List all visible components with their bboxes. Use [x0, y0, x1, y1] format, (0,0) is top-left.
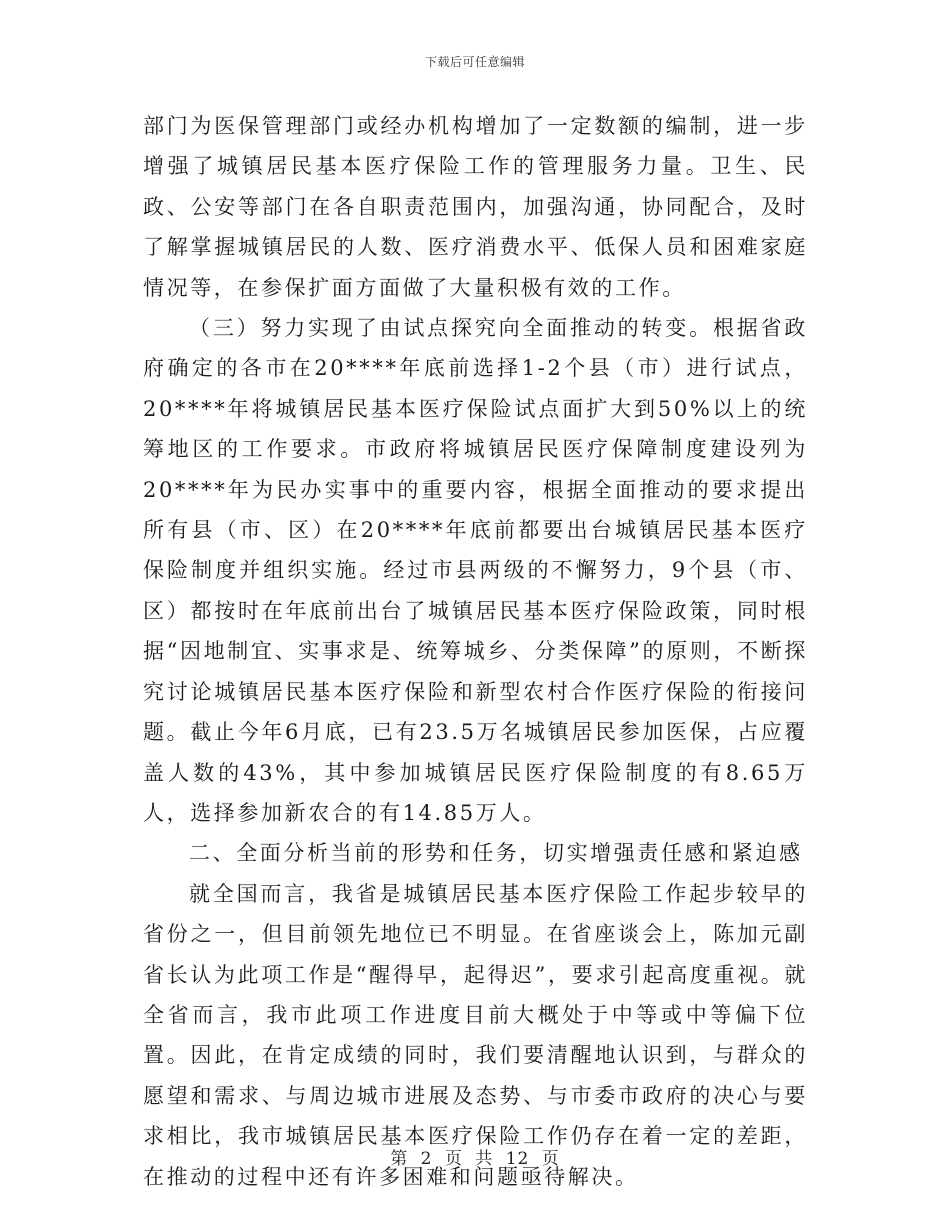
- footer-page-number: 2: [420, 1149, 433, 1169]
- paragraph-analysis: 就全国而言，我省是城镇居民基本医疗保险工作起步较早的省份之一，但目前领先地位已不明显。在省座谈会上，陈加元副省长认为此项工作是“醒得早，起得迟”，要求引起高度重视。就全省而言，我市此项工作进度目前大概处于中等或中等偏下位置。因此，在肯定成绩的同时，我们要清醒地认识到，与群众的愿望和需求、与周边城市进展及态势、与市委市政府的决心与要求相比，我市城镇居民基本医疗保险工作仍存在着一定的差距，在推动的过程中还有许多困难和问题亟待解决。: [143, 881, 808, 1189]
- footer-total-label: 共: [475, 1149, 494, 1169]
- paragraph-continuation: 部门为医保管理部门或经办机构增加了一定数额的编制，进一步增强了城镇居民基本医疗保险工作的管理服务力量。卫生、民政、公安等部门在各自职责范围内，加强沟通，协同配合，及时了解掌握城镇居民的人数、医疗消费水平、低保人员和困难家庭情况等，在参保扩面方面做了大量积极有效的工作。: [143, 114, 808, 300]
- footer-prefix: 第: [390, 1149, 409, 1169]
- section-heading-two: 二、全面分析当前的形势和任务，切实增强责任感和紧迫感: [189, 841, 803, 866]
- document-body: [143, 106, 808, 1197]
- page-footer: [0, 1144, 950, 1169]
- footer-page-label: 页: [444, 1149, 463, 1169]
- page-header-note: 下载后可任意编辑: [424, 55, 525, 69]
- paragraph-section-three: （三）努力实现了由试点探究向全面推动的转变。根据省政府确定的各市在20****年底前选择1-2个县（市）进行试点，20****年将城镇居民基本医疗保险试点面扩大到50%以上的统筹地区的工作要求。市政府将城镇居民医疗保障制度建设列为20****年为民办实事中的重要内容，根据全面推动的要求提出所有县（市、区）在20****年底前都要出台城镇居民基本医疗保险制度并组织实施。经过市县两级的不懈努力，9个县（市、区）都按时在年底前出台了城镇居民基本医疗保险政策，同时根据“因地制宜、实事求是、统筹城乡、分类保障”的原则，不断探究讨论城镇居民基本医疗保险和新型农村合作医疗保险的衔接问题。截止今年6月底，已有23.5万名城镇居民参加医保，占应覆盖人数的43%，其中参加城镇居民医疗保险制度的有8.65万人，选择参加新农合的有14.85万人。: [143, 316, 808, 825]
- footer-suffix: 页: [541, 1149, 560, 1169]
- footer-total-pages: 12: [505, 1149, 530, 1169]
